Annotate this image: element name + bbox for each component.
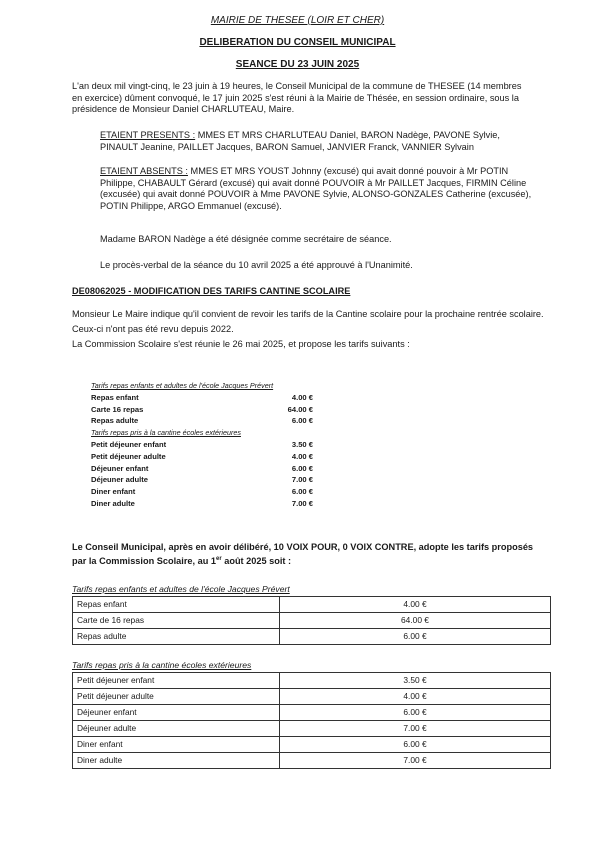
absents-label: ETAIENT ABSENTS : — [100, 166, 188, 176]
tariff-label: Petit déjeuner adulte — [73, 689, 280, 705]
decision-superscript: er — [216, 556, 222, 562]
tariff-label: Déjeuner enfant — [73, 705, 280, 721]
proposed-caption-1: Tarifs repas enfants et adultes de l'école Jacques Prévert — [91, 381, 274, 390]
tariff-label: Petit déjeuner enfant — [73, 673, 280, 689]
decision-line-2 — [72, 556, 291, 566]
tariff-value: 3.50 € — [291, 439, 313, 449]
tariff-value: 6.00 € — [280, 737, 551, 753]
table-row — [91, 486, 313, 498]
tariff-value: 7.00 € — [291, 498, 313, 508]
tariff-value: 6.00 € — [291, 487, 313, 497]
table-row — [91, 498, 313, 510]
mairie-heading: MAIRIE DE THESEE (LOIR ET CHER) — [210, 15, 385, 26]
tariff-label: Repas adulte — [73, 629, 280, 645]
tariff-value: 7.00 € — [291, 475, 313, 485]
presents-paragraph — [100, 130, 532, 153]
tariff-label: Déjeuner adulte — [73, 721, 280, 737]
tariff-value: 4.00 € — [291, 392, 313, 402]
tariff-value: 4.00 € — [280, 689, 551, 705]
table-row — [73, 705, 551, 721]
adopted-caption-2: Tarifs repas pris à la cantine écoles extérieures — [72, 660, 252, 670]
table-row — [73, 597, 551, 613]
table-row — [91, 392, 313, 404]
table-row — [91, 451, 313, 463]
tariff-label: Diner enfant — [73, 737, 280, 753]
decision-line-1: Le Conseil Municipal, après en avoir délibéré, 10 VOIX POUR, 0 VOIX CONTRE, adopte les tarifs proposés — [72, 542, 534, 552]
deliberation-line-1: Monsieur Le Maire indique qu'il convient de revoir les tarifs de la Cantine scolaire pour la prochaine rentrée scolaire. — [72, 309, 544, 319]
tariff-label: Repas enfant — [73, 597, 280, 613]
tariff-label: Petit déjeuner enfant — [91, 439, 167, 449]
decision-text-after: août 2025 soit : — [221, 556, 292, 567]
tariff-label: Carte 16 repas — [91, 404, 144, 414]
intro-paragraph: L'an deux mil vingt-cinq, le 23 juin à 19 heures, le Conseil Municipal de la commune de THESEE (14 membres en exercice) dûment convoqué, le 17 juin 2025 s'est réuni à la Mairie de Thésée, en session ordinaire, sous la présidence de Monsieur Daniel CHARLUTEAU, Maire. — [72, 81, 522, 115]
seance-date: SEANCE DU 23 JUIN 2025 — [235, 59, 360, 70]
proposed-tariffs-table — [91, 380, 313, 510]
tariff-value: 4.00 € — [291, 451, 313, 461]
deliberation-line-3: La Commission Scolaire s'est réunie le 26 mai 2025, et propose les tarifs suivants : — [72, 339, 410, 349]
proposed-caption-2: Tarifs repas pris à la cantine écoles extérieures — [91, 428, 241, 438]
tariff-value: 7.00 € — [280, 721, 551, 737]
tariff-label: Déjeuner adulte — [91, 475, 148, 485]
tariff-label: Déjeuner enfant — [91, 463, 149, 473]
deliberation-line-2: Ceux-ci n'ont pas été revu depuis 2022. — [72, 324, 234, 334]
table-row — [91, 415, 313, 427]
table-row — [91, 474, 313, 486]
pv-line: Le procès-verbal de la séance du 10 avril 2025 a été approuvé à l'Unanimité. — [100, 260, 413, 270]
absents-paragraph — [100, 166, 532, 212]
table-row — [73, 721, 551, 737]
tariff-label: Repas enfant — [91, 392, 139, 402]
table-row — [91, 404, 313, 416]
tariff-value: 64.00 € — [280, 613, 551, 629]
tariff-value: 7.00 € — [280, 753, 551, 769]
adopted-table-2 — [72, 672, 551, 769]
tariff-value: 64.00 € — [287, 404, 313, 414]
absents-list: MMES ET MRS YOUST Johnny (excusé) qui avait donné pouvoir à Mr POTIN Philippe, CHABAULT Gérard (excusé) qui avait donné POUVOIR à Mr PAILLET Jacques, FIRMIN Céline (excusée) qui avait donné POUVOIR à Mme PAVONE Sylvie, ALONSO-GONZALES Catherine (excusée), POTIN Philippe, ARGO Emmanuel (excusé). — [100, 166, 532, 211]
tariff-value: 6.00 € — [291, 416, 313, 426]
tariff-value: 3.50 € — [280, 673, 551, 689]
secretaire-line: Madame BARON Nadège a été désignée comme secrétaire de séance. — [100, 234, 392, 244]
table-row — [91, 463, 313, 475]
adopted-caption-1: Tarifs repas enfants et adultes de l'école Jacques Prévert — [72, 584, 290, 594]
presents-label: ETAIENT PRESENTS : — [100, 130, 196, 140]
tariff-label: Diner adulte — [73, 753, 280, 769]
table-row — [73, 673, 551, 689]
document-title: DELIBERATION DU CONSEIL MUNICIPAL — [199, 37, 396, 48]
tariff-label: Petit déjeuner adulte — [91, 451, 166, 461]
tariff-label: Diner enfant — [91, 487, 136, 497]
tariff-label: Repas adulte — [91, 416, 139, 426]
tariff-label: Diner adulte — [91, 498, 135, 508]
table-row — [91, 439, 313, 451]
adopted-table-1 — [72, 596, 551, 645]
tariff-value: 4.00 € — [280, 597, 551, 613]
table-row — [73, 629, 551, 645]
deliberation-heading: DE08062025 - MODIFICATION DES TARIFS CANTINE SCOLAIRE — [72, 286, 351, 296]
table-row — [73, 753, 551, 769]
tariff-value: 6.00 € — [280, 705, 551, 721]
tariff-value: 6.00 € — [280, 629, 551, 645]
table-row — [73, 613, 551, 629]
decision-text-before: par la Commission Scolaire, au 1 — [72, 556, 216, 567]
presents-list: MMES ET MRS CHARLUTEAU Daniel, BARON Nadège, PAVONE Sylvie, PINAULT Jeanine, PAILLET Jacques, BARON Samuel, JANVIER Franck, VANNIER Sylvain — [100, 130, 500, 152]
tariff-value: 6.00 € — [291, 463, 313, 473]
tariff-label: Carte de 16 repas — [73, 613, 280, 629]
table-row — [73, 689, 551, 705]
table-row — [73, 737, 551, 753]
